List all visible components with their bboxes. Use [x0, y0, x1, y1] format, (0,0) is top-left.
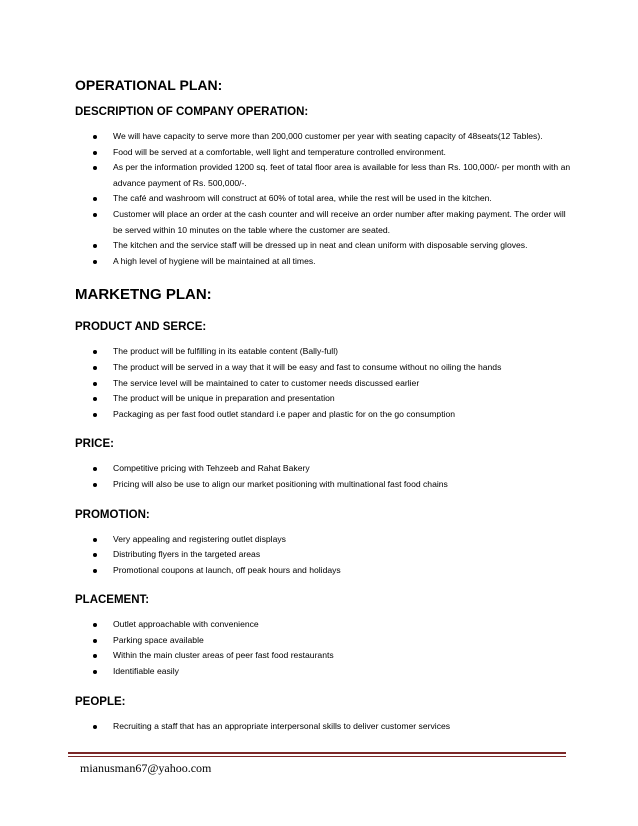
- list-item: The product will be served in a way that it will be easy and fast to consume without no oiling the hands: [75, 360, 575, 376]
- bullet-icon: [93, 654, 97, 658]
- bullet-icon: [93, 538, 97, 542]
- bullet-icon: [93, 135, 97, 139]
- list-item: Within the main cluster areas of peer fast food restaurants: [75, 648, 575, 664]
- list-item: The service level will be maintained to cater to customer needs discussed earlier: [75, 376, 575, 392]
- list-item: Food will be served at a comfortable, well light and temperature controlled environment.: [75, 145, 575, 161]
- list-item: Promotional coupons at launch, off peak hours and holidays: [75, 563, 575, 579]
- list-item: Very appealing and registering outlet displays: [75, 532, 575, 548]
- bullet-icon: [93, 569, 97, 573]
- promotion-list: [75, 532, 575, 579]
- placement-heading: PLACEMENT:: [75, 594, 150, 607]
- bullet-icon: [93, 623, 97, 627]
- operation-list: [75, 129, 575, 269]
- marketing-plan-heading: MARKETNG PLAN:: [75, 286, 212, 304]
- list-item: Parking space available: [75, 633, 575, 649]
- promotion-heading: PROMOTION:: [75, 508, 150, 521]
- operational-plan-heading: OPERATIONAL PLAN:: [75, 77, 223, 93]
- list-item: The product will be fulfilling in its eatable content (Bally-full): [75, 344, 575, 360]
- bullet-icon: [93, 166, 97, 170]
- list-item: We will have capacity to serve more than 200,000 customer per year with seating capacity of 48seats(12 Tables).: [75, 129, 575, 145]
- placement-list: [75, 617, 575, 679]
- company-operation-heading: DESCRIPTION OF COMPANY OPERATION:: [75, 106, 309, 118]
- bullet-icon: [93, 553, 97, 557]
- price-list: [75, 461, 575, 492]
- list-item: The product will be unique in preparation and presentation: [75, 391, 575, 407]
- list-item: A high level of hygiene will be maintained at all times.: [75, 254, 575, 270]
- bullet-icon: [93, 151, 97, 155]
- footer-email: mianusman67@yahoo.com: [80, 761, 212, 775]
- bullet-icon: [93, 670, 97, 674]
- bullet-icon: [93, 639, 97, 643]
- list-item: Pricing will also be use to align our market positioning with multinational fast food chains: [75, 477, 575, 493]
- bullet-icon: [93, 197, 97, 201]
- list-item: Packaging as per fast food outlet standard i.e paper and plastic for on the go consumption: [75, 407, 575, 423]
- bullet-icon: [93, 366, 97, 370]
- bullet-icon: [93, 483, 97, 487]
- footer-divider: [68, 752, 566, 754]
- bullet-icon: [93, 397, 97, 401]
- bullet-icon: [93, 382, 97, 386]
- bullet-icon: [93, 350, 97, 354]
- bullet-icon: [93, 260, 97, 264]
- bullet-icon: [93, 413, 97, 417]
- list-item: Recruiting a staff that has an appropriate interpersonal skills to deliver customer services: [75, 719, 575, 735]
- list-item: Competitive pricing with Tehzeeb and Rahat Bakery: [75, 461, 575, 477]
- bullet-icon: [93, 244, 97, 248]
- price-heading: PRICE:: [75, 438, 114, 451]
- people-heading: PEOPLE:: [75, 695, 126, 708]
- page-content: [75, 76, 575, 734]
- bullet-icon: [93, 467, 97, 471]
- list-item: The café and washroom will construct at 60% of total area, while the rest will be used in the kitchen.: [75, 191, 575, 207]
- bullet-icon: [93, 213, 97, 217]
- footer-divider: [68, 756, 566, 757]
- list-item: As per the information provided 1200 sq. feet of tatal floor area is available for less than Rs. 100,000/- per month with an advance payment of Rs. 500,000/-.: [75, 160, 575, 191]
- list-item: Outlet approachable with convenience: [75, 617, 575, 633]
- product-service-heading: PRODUCT AND SERCE:: [75, 321, 207, 334]
- list-item: Distributing flyers in the targeted areas: [75, 547, 575, 563]
- list-item: Customer will place an order at the cash counter and will receive an order number after making payment. The order will be served within 10 minutes on the table where the customer are seated.: [75, 207, 575, 238]
- list-item: Identifiable easily: [75, 664, 575, 680]
- bullet-icon: [93, 725, 97, 729]
- people-list: [75, 719, 575, 735]
- product-list: [75, 344, 575, 422]
- list-item: The kitchen and the service staff will be dressed up in neat and clean uniform with disposable serving gloves.: [75, 238, 575, 254]
